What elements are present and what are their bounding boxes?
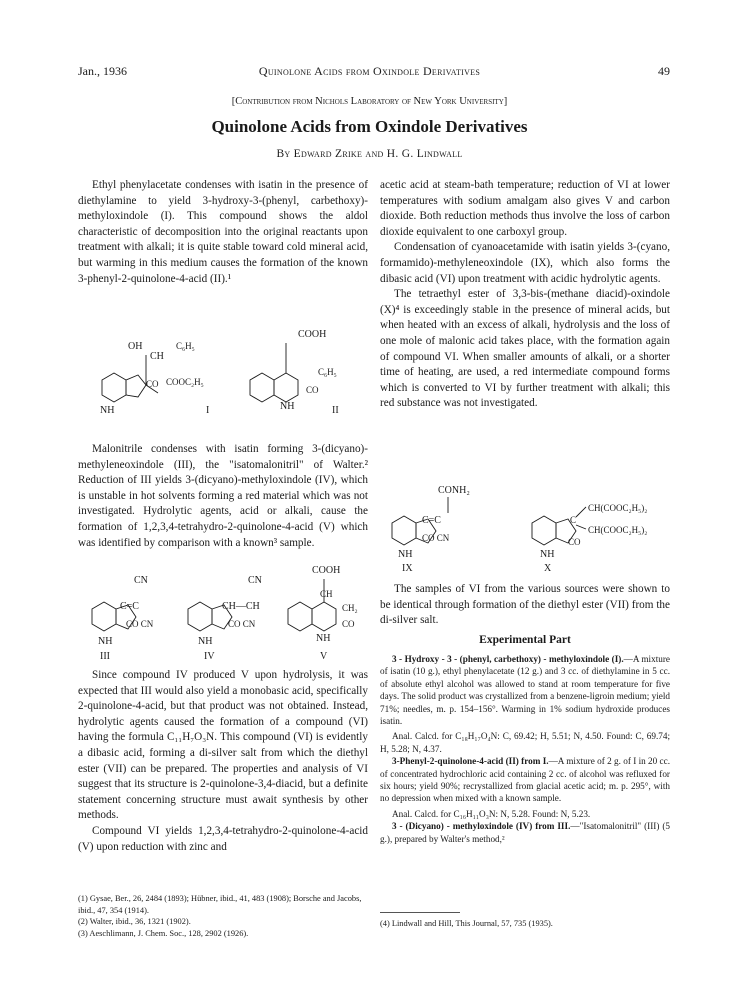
analysis-2: Anal. Calcd. for C₁₆H₁₁O₃N: N, 5.28. Found: N, 5.23. xyxy=(392,808,591,819)
paragraph: acetic acid at steam-bath temperature; reduction of VI at lower temperatures with sodium amalgam also gives V and carbon dioxide. Both reduction methods thus involve the loss of carbon dioxide equivalent to one carboxyl group. xyxy=(380,179,670,238)
cn-label-IV: CN xyxy=(248,575,262,586)
article-title: Quinolone Acids from Oxindole Derivatives xyxy=(211,117,528,136)
nh-label-V: NH xyxy=(316,633,331,644)
benzene-ring-IV xyxy=(188,602,212,631)
right-footnote: (4) Lindwall and Hill, This Journal, 57, 735 (1935). xyxy=(380,919,553,928)
nh-label-IX: NH xyxy=(398,549,413,560)
benzene-ring-I xyxy=(102,373,126,402)
right-para-4 xyxy=(380,582,670,629)
benzene-ring-IX xyxy=(392,516,416,545)
ch-label-V: CH xyxy=(320,589,333,599)
experimental-section xyxy=(380,653,670,845)
structure-diagram-IX-X xyxy=(382,483,672,579)
sub-label-II: C₆H₅ xyxy=(318,367,337,377)
structure-label-IV: IV xyxy=(204,651,215,662)
cocn-label-IX: CO CN xyxy=(422,533,450,543)
footnote-2: (2) Walter, ibid., 36, 1321 (1902). xyxy=(78,917,191,927)
oh-label: OH xyxy=(128,341,143,352)
benzene-ring-II xyxy=(250,373,274,402)
left-para-3 xyxy=(78,668,368,855)
ester1-label-X: CH(COOC₂H₅)₂ xyxy=(588,503,648,513)
c-label-X: C xyxy=(570,515,577,525)
experimental-heading: Experimental Part xyxy=(479,634,571,646)
benzene-ring-V xyxy=(288,602,312,631)
author-byline: By Edward Zrike and H. G. Lindwall xyxy=(276,148,463,160)
page-number: 49 xyxy=(658,64,670,78)
ch2-label-V: CH₂ xyxy=(342,603,358,613)
header-date: Jan., 1936 xyxy=(78,64,127,78)
structure-diagram-III-IV-V xyxy=(80,565,370,665)
left-para-1 xyxy=(78,178,368,287)
benzene-ring-X xyxy=(532,516,556,545)
paragraph: The samples of VI from the various sources were shown to be identical through formation of the diethyl ester (VII) from the di-silver salt. xyxy=(380,583,670,627)
right-column-text xyxy=(380,178,670,412)
cocn-label-III: CO CN xyxy=(126,619,154,629)
left-para-2 xyxy=(78,442,368,551)
nh-label: NH xyxy=(100,405,115,416)
left-footnotes xyxy=(78,893,368,939)
ch-label: CH xyxy=(150,351,164,362)
pyridone-ring-II xyxy=(274,373,298,402)
nh-label-II: NH xyxy=(280,401,295,412)
co-label-V: CO xyxy=(342,619,355,629)
footnote-rule xyxy=(380,912,460,913)
cooh-label: COOH xyxy=(298,329,327,340)
ester2-label-X: CH(COOC₂H₅)₂ xyxy=(588,525,648,535)
co-label: CO xyxy=(146,379,159,389)
paragraph: The tetraethyl ester of 3,3-bis-(methane diacid)-oxindole (X)⁴ is exceedingly stable in the presence of mineral acids, but when heated with an excess of alkali, hydrolysis and the loss of one mole of malonic acid takes place, with the formation again of compound VI. When smaller amounts of alkali, or a shorter time of heating, are used, a red intermediate compound forms which is converted to VI by further treatment with alkali; this red substance was not investigated. xyxy=(380,288,670,410)
compound-heading: 3 - (Dicyano) - methyloxindole (IV) from III. xyxy=(392,821,571,832)
structure-label-III: III xyxy=(100,651,110,662)
paragraph: Malonitrile condenses with isatin forming 3-(dicyano)-methyleneoxindole (III), the "isatomalonitril" of Walter.² Reduction of III yields 3-(dicyano)-methyloxindole (IV), which is unstable in hot solvents forming a red material which was not investigated. Hydrolytic agents, acid or alkali, cause the formation of 1,2,3,4-tetrahydro-2-quinolone-4-acid (V) which was identified by comparison with a known³ sample. xyxy=(78,443,368,549)
ester-label: COOC₂H₅ xyxy=(166,377,204,387)
nh-label-IV: NH xyxy=(198,636,213,647)
cc-label-III: C=C xyxy=(120,601,139,612)
structure-label-II: II xyxy=(332,405,339,416)
structure-label-V: V xyxy=(320,651,328,662)
structure-label-I: I xyxy=(206,405,210,416)
paragraph: Compound VI yields 1,2,3,4-tetrahydro-2-quinolone-4-acid (V) upon reduction with zinc and xyxy=(78,824,368,853)
paragraph: Ethyl phenylacetate condenses with isatin in the presence of diethylamine to yield 3-hydroxy-3-(phenyl, carbethoxy)-methyloxindole (I). This compound shows the aldol characteristic of decomposition into the original reactants upon treatment with alkali; it is quite stable toward cold mineral acid, but warming in this medium causes the formation of the known 3-phenyl-2-quinolone-4-acid (II).¹ xyxy=(78,179,368,285)
analysis-1: Anal. Calcd. for C₁₈H₁₇O₄N: C, 69.42; H, 5.51; N, 4.50. Found: C, 69.74; H, 5.28; N, 4.37. xyxy=(380,731,670,754)
running-title: Quinolone Acids from Oxindole Derivatives xyxy=(258,64,481,78)
cooh-label-V: COOH xyxy=(312,565,341,576)
experimental-para-1: 3 - Hydroxy - 3 - (phenyl, carbethoxy) - methyloxindole (I).—A mixture of isatin (10 g.), ethyl phenylacetate (12 g.) and 3 cc. of diethylamine in 5 cc. of absolute ethyl alcohol was allowed to stand at room temperature for five days. The solid product was crystallized from a benzene-ligroin medium; yield 71%; needles, m. p. 154–156°. Warming in 1% sodium hydroxide produces isatin. xyxy=(380,654,670,727)
cn-label-III: CN xyxy=(134,575,148,586)
nh-label-III: NH xyxy=(98,636,113,647)
experimental-para-2: 3-Phenyl-2-quinolone-4-acid (II) from I.—A mixture of 2 g. of I in 20 cc. of concentrated hydrochloric acid containing 2 cc. of alcohol was refluxed for six hours; yield 90%; recrystallized from glacial acetic acid; m. p. 295°, with no depression when mixed with a known sample. xyxy=(380,756,671,804)
benzene-ring-III xyxy=(92,602,116,631)
footnote-1: (1) Gysae, Ber., 26, 2484 (1893); Hübner, ibid., 41, 483 (1908); Borsche and Jacobs, ibid., 47, 354 (1914). xyxy=(78,894,362,915)
cocn-label-IV: CO CN xyxy=(228,619,256,629)
co-label-II: CO xyxy=(306,385,319,395)
footnote-3: (3) Aeschlimann, J. Chem. Soc., 128, 2902 (1926). xyxy=(78,928,249,938)
pyrrole-ring-I xyxy=(126,375,146,397)
sub1-label: C₆H₅ xyxy=(176,341,195,351)
co-label-X: CO xyxy=(568,537,581,547)
compound-heading: 3-Phenyl-2-quinolone-4-acid (II) from I. xyxy=(392,756,549,767)
experimental-para-3: 3 - (Dicyano) - methyloxindole (IV) from III.—"Isatomalonitril" (III) (5 g.), prepared by Walter's method,² xyxy=(380,821,671,844)
paragraph: Condensation of cyanoacetamide with isatin yields 3-(cyano, formamido)-methyleneoxindole (IX), which also forms the dibasic acid (VI) upon treatment with acidic hydrolytic agents. xyxy=(380,241,670,285)
cc-label-IX: C=C xyxy=(422,515,441,526)
structure-diagram-I-II xyxy=(80,325,370,440)
contribution-line: [Contribution from Nichols Laboratory of New York University] xyxy=(231,96,508,107)
chch-label-IV: CH—CH xyxy=(222,601,260,612)
paragraph: Since compound IV produced V upon hydrolysis, it was expected that III would also yield a monobasic acid, specifically 2-quinolone-4-acid, but that product was not obtained. Instead, hydrolytic agents caused the formation of a compound (VI) having the formula C₁₁H₇O₃N. This compound (VI) is evidently a dibasic acid, forming a di-silver salt from which the diethyl ester (VII) can be prepared. The properties and analysis of VI suggest that its structure is 2-quinolone-3,4-diacid, but a definite statement concerning structure must await synthesis by other methods. xyxy=(78,669,368,822)
compound-heading: 3 - Hydroxy - 3 - (phenyl, carbethoxy) - methyloxindole (I). xyxy=(392,654,624,664)
conh2-label-IX: CONH₂ xyxy=(438,485,470,496)
structure-label-IX: IX xyxy=(402,563,413,574)
structure-label-X: X xyxy=(544,563,552,574)
nh-label-X: NH xyxy=(540,549,555,560)
